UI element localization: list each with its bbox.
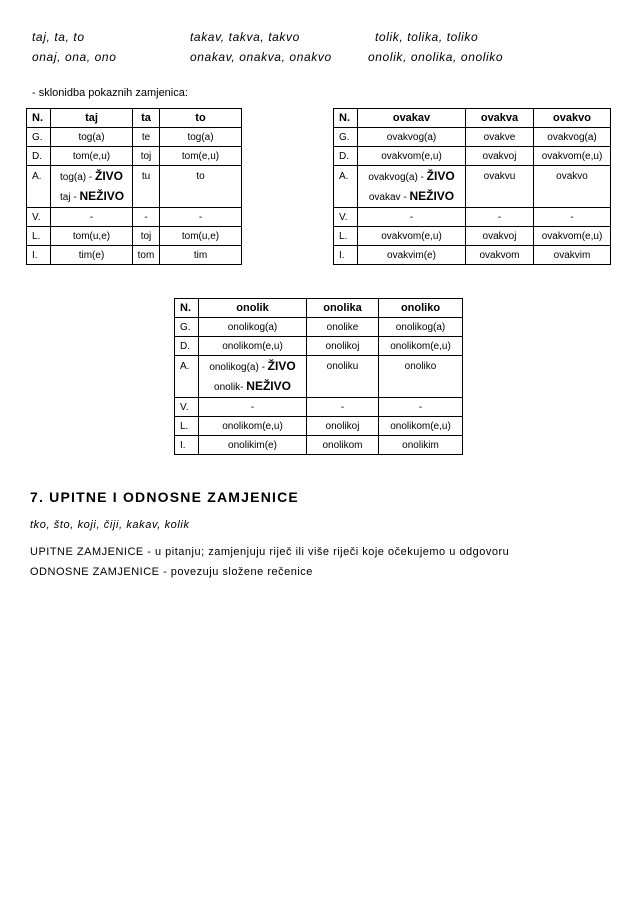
table-cell: ovakvom(e,u) (534, 147, 611, 166)
table-row (334, 128, 611, 147)
table-cell: onolikim(e) (199, 436, 307, 455)
akuzativ-inanimate-form: ovakav - (368, 192, 410, 203)
case-label: G. (175, 318, 199, 337)
case-label: G. (334, 128, 358, 147)
table-row (27, 128, 242, 147)
table-cell: - (133, 208, 160, 227)
table-cell: tim(e) (51, 246, 133, 265)
table-row (334, 208, 611, 227)
case-label: D. (27, 147, 51, 166)
declension-table-onolik (174, 298, 463, 455)
table-header-row (334, 109, 611, 128)
header-neuter: to (160, 109, 242, 128)
akuzativ-masculine-cell (199, 356, 307, 398)
table-header-row (175, 299, 463, 318)
table-cell: onoliko (379, 356, 463, 398)
table-row (175, 398, 463, 417)
table-cell: ovakvog(a) (534, 128, 611, 147)
table-row (175, 417, 463, 436)
table-row (175, 337, 463, 356)
table-header-row (27, 109, 242, 128)
pronoun-group-tolik: tolik, tolika, toliko (375, 30, 479, 44)
header-feminine: onolika (307, 299, 379, 318)
animate-tag: ŽIVO (426, 169, 455, 183)
table-cell: onolike (307, 318, 379, 337)
animate-tag: ŽIVO (95, 169, 124, 183)
table-cell: - (51, 208, 133, 227)
case-label: N. (175, 299, 199, 318)
declension-intro: - sklonidba pokaznih zamjenica: (32, 87, 188, 99)
table-cell: tom(e,u) (51, 147, 133, 166)
table-cell: ovakvog(a) (358, 128, 466, 147)
table-cell: ovakve (466, 128, 534, 147)
table-cell: ovakvom(e,u) (534, 227, 611, 246)
table-cell: onolikog(a) (199, 318, 307, 337)
table-cell: ovakvo (534, 166, 611, 208)
table-row (27, 246, 242, 265)
case-label: V. (334, 208, 358, 227)
akuzativ-masculine-cell (51, 166, 133, 208)
case-label: A. (334, 166, 358, 208)
table-cell: onolikoj (307, 337, 379, 356)
table-cell: ovakvom(e,u) (358, 227, 466, 246)
table-row (334, 227, 611, 246)
table-cell: - (379, 398, 463, 417)
header-feminine: ovakva (466, 109, 534, 128)
table-row (175, 318, 463, 337)
pronoun-group-onolik: onolik, onolika, onoliko (368, 50, 504, 64)
case-label: G. (27, 128, 51, 147)
table-cell: onolikim (379, 436, 463, 455)
case-label: N. (27, 109, 51, 128)
animate-tag: ŽIVO (267, 359, 296, 373)
table-cell: - (307, 398, 379, 417)
case-label: V. (175, 398, 199, 417)
case-label: D. (334, 147, 358, 166)
header-masculine: ovakav (358, 109, 466, 128)
table-cell: ovakvu (466, 166, 534, 208)
table-cell: ovakvoj (466, 147, 534, 166)
table-cell: tom(u,e) (51, 227, 133, 246)
table-cell: - (199, 398, 307, 417)
table-cell: tog(a) (51, 128, 133, 147)
pronoun-group-taj: taj, ta, to (32, 30, 85, 44)
case-label: L. (175, 417, 199, 436)
odnosne-definition: ODNOSNE ZAMJENICE - povezuju složene rečenice (30, 566, 313, 578)
table-cell: - (358, 208, 466, 227)
akuzativ-inanimate-form: taj - (60, 192, 80, 203)
header-neuter: ovakvo (534, 109, 611, 128)
case-label: I. (27, 246, 51, 265)
table-row (27, 227, 242, 246)
akuzativ-animate-form: tog(a) - (59, 172, 95, 183)
upitne-definition: UPITNE ZAMJENICE - u pitanju; zamjenjuju riječ ili više riječi koje očekujemo u odgovoru (30, 546, 510, 558)
table-cell: to (160, 166, 242, 208)
inanimate-tag: NEŽIVO (79, 189, 125, 203)
case-label: I. (175, 436, 199, 455)
table-cell: tu (133, 166, 160, 208)
table-cell: - (534, 208, 611, 227)
table-cell: ovakvoj (466, 227, 534, 246)
table-cell: - (160, 208, 242, 227)
case-label: V. (27, 208, 51, 227)
table-row (27, 147, 242, 166)
case-label: A. (27, 166, 51, 208)
pronoun-group-takav: takav, takva, takvo (190, 30, 300, 44)
header-feminine: ta (133, 109, 160, 128)
pronoun-group-onaj: onaj, ona, ono (32, 50, 117, 64)
table-cell: onolikom (307, 436, 379, 455)
table-cell: - (466, 208, 534, 227)
table-row-akuzativ (175, 356, 463, 398)
case-label: N. (334, 109, 358, 128)
table-cell: ovakvom(e,u) (358, 147, 466, 166)
akuzativ-masculine-cell (358, 166, 466, 208)
akuzativ-inanimate-form: onolik- (214, 382, 247, 393)
table-row (334, 147, 611, 166)
table-cell: ovakvim(e) (358, 246, 466, 265)
header-neuter: onoliko (379, 299, 463, 318)
case-label: A. (175, 356, 199, 398)
table-row (334, 246, 611, 265)
declension-table-ovakav (333, 108, 611, 265)
akuzativ-animate-form: onolikog(a) - (209, 362, 268, 373)
case-label: I. (334, 246, 358, 265)
table-row-akuzativ (27, 166, 242, 208)
case-label: L. (27, 227, 51, 246)
table-cell: tom(u,e) (160, 227, 242, 246)
table-cell: te (133, 128, 160, 147)
table-cell: tom (133, 246, 160, 265)
table-cell: tog(a) (160, 128, 242, 147)
pronoun-group-onakav: onakav, onakva, onakvo (190, 50, 332, 64)
table-row-akuzativ (334, 166, 611, 208)
table-row (175, 436, 463, 455)
section-heading: 7. UPITNE I ODNOSNE ZAMJENICE (30, 489, 299, 505)
declension-table-taj (26, 108, 242, 265)
case-label: D. (175, 337, 199, 356)
inanimate-tag: NEŽIVO (246, 379, 291, 393)
table-cell: onolikom(e,u) (199, 417, 307, 436)
table-cell: onolikom(e,u) (379, 417, 463, 436)
table-row (27, 208, 242, 227)
table-cell: toj (133, 227, 160, 246)
table-cell: tom(e,u) (160, 147, 242, 166)
table-cell: ovakvim (534, 246, 611, 265)
pronoun-list: tko, što, koji, čiji, kakav, kolik (30, 519, 190, 531)
table-cell: toj (133, 147, 160, 166)
table-cell: onolikom(e,u) (379, 337, 463, 356)
inanimate-tag: NEŽIVO (409, 189, 455, 203)
table-cell: ovakvom (466, 246, 534, 265)
table-cell: tim (160, 246, 242, 265)
akuzativ-animate-form: ovakvog(a) - (368, 172, 427, 183)
case-label: L. (334, 227, 358, 246)
header-masculine: taj (51, 109, 133, 128)
table-cell: onolikom(e,u) (199, 337, 307, 356)
table-cell: onolikoj (307, 417, 379, 436)
table-cell: onoliku (307, 356, 379, 398)
header-masculine: onolik (199, 299, 307, 318)
table-cell: onolikog(a) (379, 318, 463, 337)
